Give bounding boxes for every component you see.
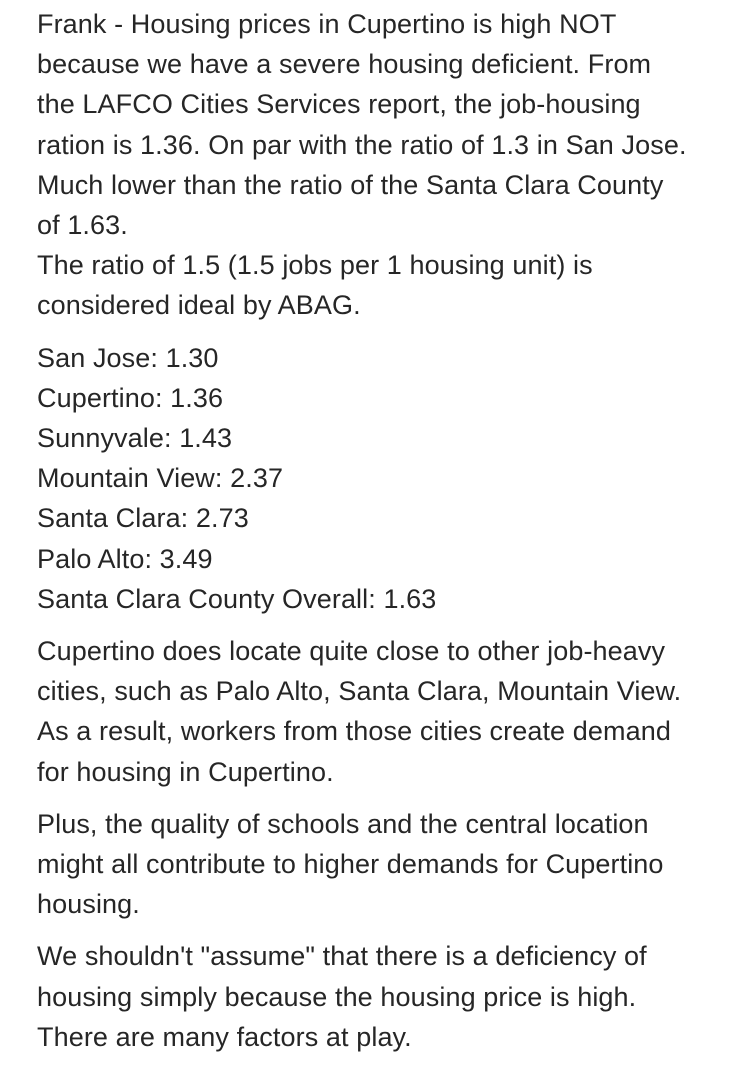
list-item: Sunnyvale: 1.43 — [37, 423, 233, 454]
text-line: housing. — [37, 889, 140, 920]
paragraph-conclusion — [37, 936, 714, 1057]
paragraph-schools — [37, 804, 714, 925]
paragraph-nearby-cities — [37, 631, 714, 792]
text-line: housing simply because the housing price is high. — [37, 981, 637, 1012]
list-item: Santa Clara County Overall: 1.63 — [37, 583, 437, 614]
text-line: cities, such as Palo Alto, Santa Clara, Mountain View. — [37, 676, 682, 707]
text-line: Cupertino does locate quite close to other job-heavy — [37, 636, 666, 667]
text-line: As a result, workers from those cities create demand — [37, 716, 671, 747]
text-line: because we have a severe housing deficient. From — [37, 49, 652, 80]
text-line: might all contribute to higher demands for Cupertino — [37, 849, 664, 880]
list-item: Palo Alto: 3.49 — [37, 543, 213, 574]
paragraph-city-ratios — [37, 338, 714, 619]
paragraph-housing-ratio — [37, 4, 714, 326]
text-line: There are many factors at play. — [37, 1021, 412, 1052]
text-line: Frank - Housing prices in Cupertino is high NOT — [37, 9, 617, 39]
text-line: ration is 1.36. On par with the ratio of 1.3 in San Jose. — [37, 129, 687, 160]
text-line: Much lower than the ratio of the Santa Clara County — [37, 169, 664, 200]
list-item: San Jose: 1.30 — [37, 342, 219, 373]
list-item: Cupertino: 1.36 — [37, 382, 224, 413]
text-line: We shouldn't "assume" that there is a deficiency of — [37, 941, 647, 972]
text-line: The ratio of 1.5 (1.5 jobs per 1 housing unit) is — [37, 250, 593, 281]
text-line: the LAFCO Cities Services report, the job-housing — [37, 89, 641, 120]
list-item: Mountain View: 2.37 — [37, 463, 284, 494]
text-line: of 1.63. — [37, 210, 128, 241]
text-line: considered ideal by ABAG. — [37, 290, 361, 321]
text-line: for housing in Cupertino. — [37, 756, 334, 787]
text-line: Plus, the quality of schools and the central location — [37, 808, 649, 839]
list-item: Santa Clara: 2.73 — [37, 503, 249, 534]
